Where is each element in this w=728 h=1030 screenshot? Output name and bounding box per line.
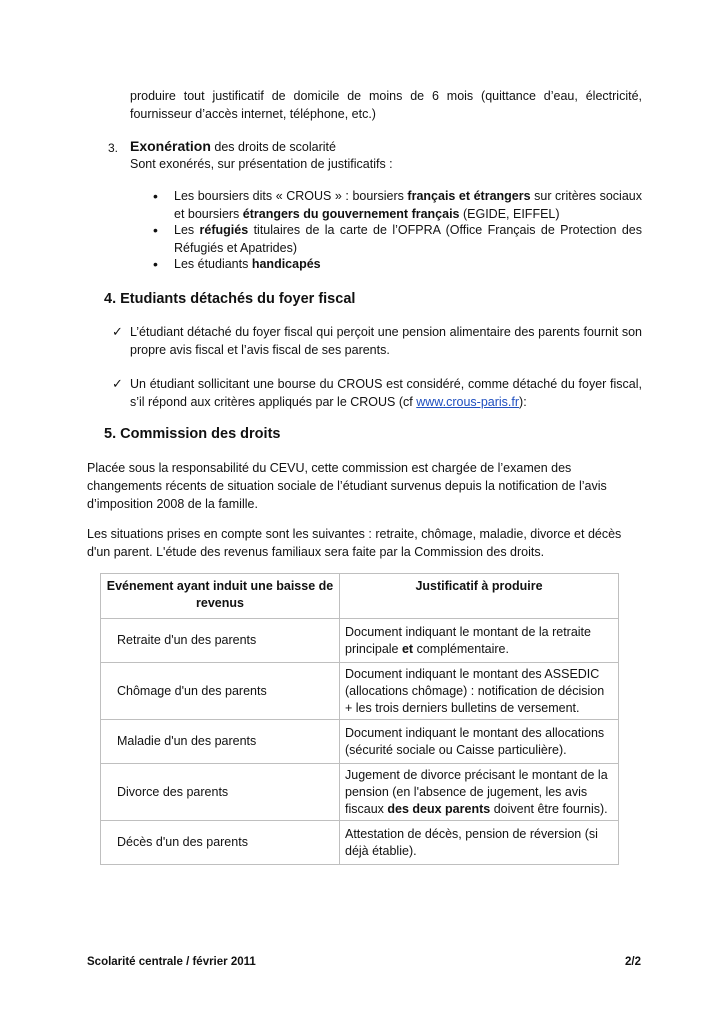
bullet-1-text-b: sur critères sociaux et boursiers xyxy=(174,189,642,221)
item3-bullet-1 xyxy=(174,187,642,223)
table-row xyxy=(101,663,619,720)
bullet-dot-icon: • xyxy=(153,188,158,204)
table-header-event: Evénement ayant induit une baisse de revenus xyxy=(101,574,340,619)
table-cell-doc xyxy=(340,764,619,821)
bullet-1-text-c: (EGIDE, EIFFEL) xyxy=(459,207,560,221)
table-cell-event: Divorce des parents xyxy=(101,764,340,821)
intro-line-1: produire tout justificatif de domicile de moins de 6 mois (quittance d’eau, électricité, xyxy=(130,89,642,103)
table-cell-doc xyxy=(340,720,619,764)
bullet-3-bold-a: handicapés xyxy=(251,257,321,271)
item3-number: 3. xyxy=(108,141,119,155)
table-row xyxy=(101,619,619,663)
bullet-dot-icon: • xyxy=(153,222,158,238)
checkmark-icon: ✓ xyxy=(112,324,123,339)
table-cell-event: Chômage d'un des parents xyxy=(101,663,340,720)
table-row xyxy=(101,720,619,764)
doc-text-post: complémentaire. xyxy=(413,641,509,656)
table-row xyxy=(101,764,619,821)
page-number: 2/2 xyxy=(625,956,641,968)
table-cell-event: Décès d'un des parents xyxy=(101,821,340,865)
check-2-text-pre: Un étudiant sollicitant une bourse du CROUS est considéré, comme détaché du foyer fiscal, s’il répond aux critères appliqués par le CROUS (cf xyxy=(130,377,642,409)
table-cell-doc xyxy=(340,663,619,720)
section-5-paragraph-1: Placée sous la responsabilité du CEVU, cette commission est chargée de l’examen des changements récents de situation sociale de l’étudiant survenus depuis la notification de l’avis d’imposition 2008 de la famille. xyxy=(87,461,607,511)
bullet-dot-icon: • xyxy=(153,256,158,272)
table-cell-event: Retraite d'un des parents xyxy=(101,619,340,663)
item3-title: Exonération xyxy=(130,138,211,154)
doc-text-post: doivent être fournis). xyxy=(490,801,608,816)
table-header-justificatif: Justificatif à produire xyxy=(340,574,619,619)
item3-bullet-2 xyxy=(174,221,642,257)
table-cell-event: Maladie d'un des parents xyxy=(101,720,340,764)
section-4-check-1: L’étudiant détaché du foyer fiscal qui perçoit une pension alimentaire des parents fournit son propre avis fiscal et l’avis fiscal de ses parents. xyxy=(130,325,642,357)
bullet-1-text-a: Les boursiers dits « CROUS » : boursiers xyxy=(174,189,408,203)
doc-text-pre: Document indiquant le montant des allocations (sécurité sociale ou Caisse particulière). xyxy=(345,725,605,757)
section-5-heading: 5. Commission des droits xyxy=(104,426,281,442)
section-5-paragraph-2: Les situations prises en compte sont les suivantes : retraite, chômage, maladie, divorce et décès d'un parent. L'étude des revenus familiaux sera faite par la Commission des droits. xyxy=(87,527,622,559)
doc-text-bold: des deux parents xyxy=(387,801,491,816)
table-row xyxy=(101,821,619,865)
check-2-text-post: ): xyxy=(519,395,527,409)
table-header-row xyxy=(101,574,619,619)
bullet-1-bold-a: français et étrangers xyxy=(407,189,531,203)
table-cell-doc xyxy=(340,821,619,865)
doc-text-bold: et xyxy=(401,641,414,656)
doc-text-pre: Document indiquant le montant de la retraite principale xyxy=(345,624,591,656)
checkmark-icon: ✓ xyxy=(112,376,123,391)
footer-left: Scolarité centrale / février 2011 xyxy=(87,956,256,968)
item3-subtitle: Sont exonérés, sur présentation de justificatifs : xyxy=(130,157,393,171)
bullet-2-text-a: Les xyxy=(174,223,200,237)
doc-text-pre: Attestation de décès, pension de réversion (si déjà établie). xyxy=(345,826,598,858)
bullet-3-text-a: Les étudiants xyxy=(174,257,252,271)
justificatifs-table xyxy=(100,573,619,865)
crous-link[interactable]: www.crous-paris.fr xyxy=(416,395,520,409)
table-cell-doc xyxy=(340,619,619,663)
bullet-2-text-b: titulaires de la carte de l’OFPRA (Office Français de Protection des Réfugiés et Apatrides) xyxy=(174,223,642,255)
intro-line-2: fournisseur d’accès internet, téléphone, etc.) xyxy=(130,107,376,121)
section-4-heading: 4. Etudiants détachés du foyer fiscal xyxy=(104,291,356,307)
item3-title-line xyxy=(130,137,336,156)
doc-text-pre: Document indiquant le montant des ASSEDIC (allocations chômage) : notification de décision + les trois derniers bulletins de versement. xyxy=(345,666,605,715)
item3-bullet-3 xyxy=(174,255,642,273)
item3-title-rest: des droits de scolarité xyxy=(214,140,336,154)
bullet-2-bold-a: réfugiés xyxy=(199,223,249,237)
bullet-1-bold-b: étrangers du gouvernement français xyxy=(242,207,460,221)
section-4-check-2 xyxy=(130,375,642,411)
doc-text-pre: Jugement de divorce précisant le montant de la pension (en l'absence de jugement, les avis fiscaux xyxy=(345,767,608,816)
